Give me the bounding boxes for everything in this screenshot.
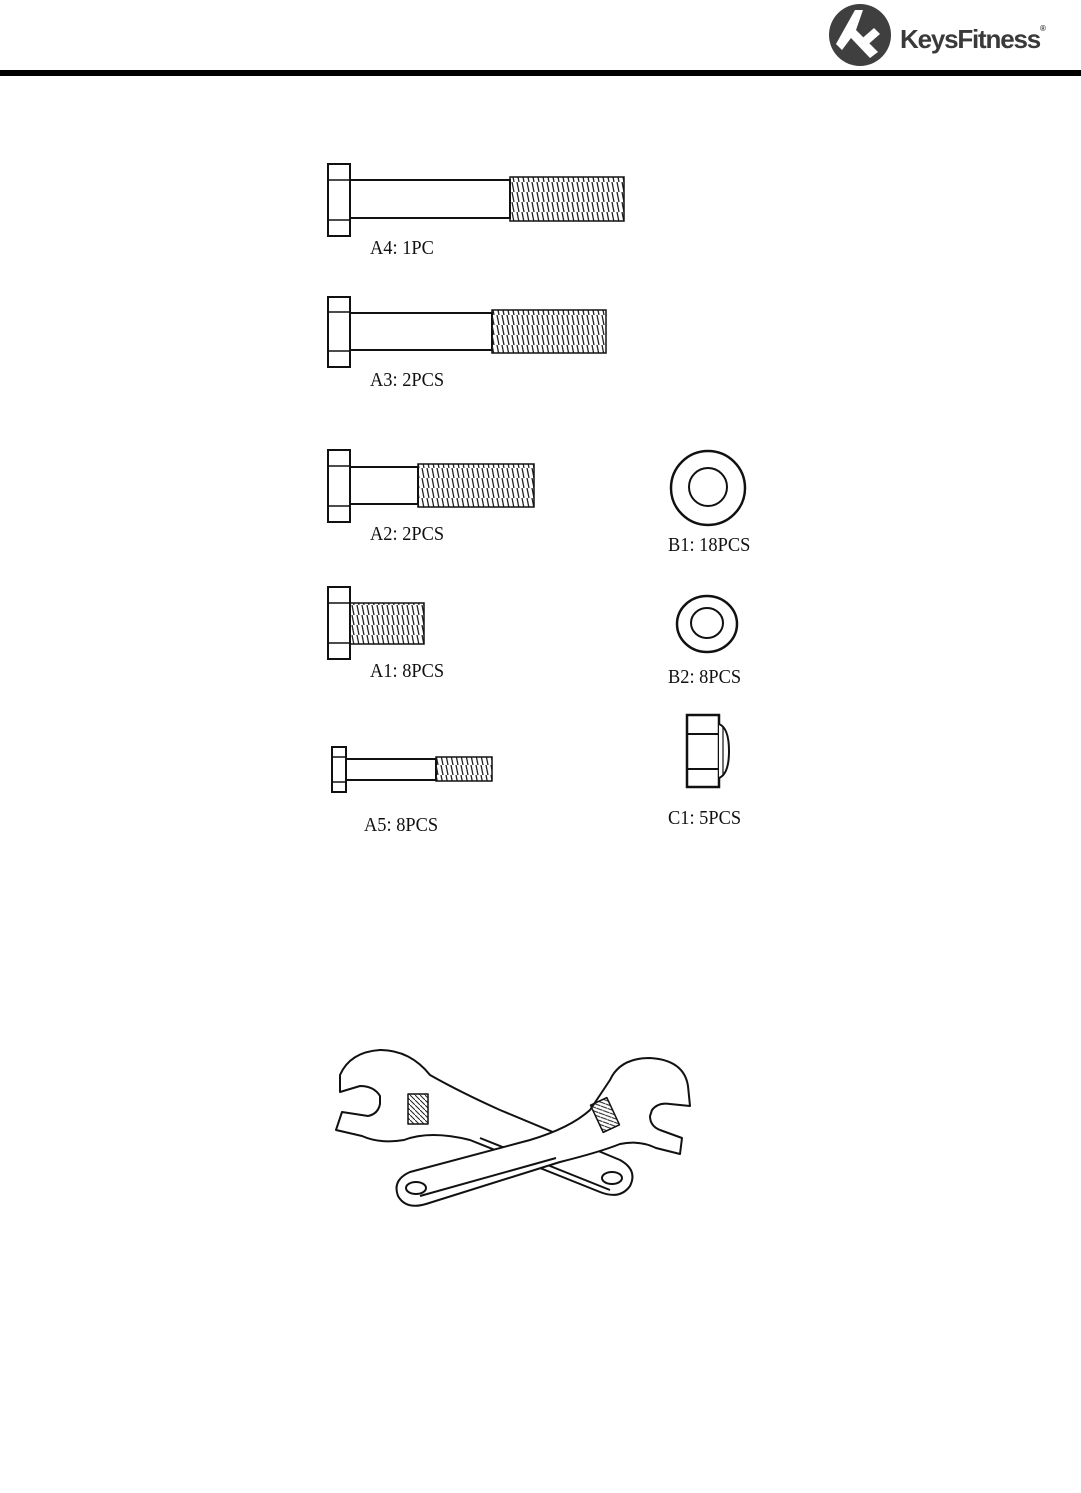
bolt-a1-icon (326, 585, 430, 661)
header-rule (0, 70, 1081, 76)
bolt-a2-icon (326, 448, 540, 524)
bolt-a4-icon (326, 162, 630, 238)
washer-b2-icon (674, 594, 740, 654)
part-label-a4: A4: 1PC (370, 237, 434, 259)
part-label-a3: A3: 2PCS (370, 369, 445, 391)
part-label-b2: B2: 8PCS (668, 666, 742, 688)
part-label-c1: C1: 5PCS (668, 807, 742, 829)
part-label-b1: B1: 18PCS (668, 534, 751, 556)
nut-c1-icon (684, 712, 732, 792)
part-label-a1: A1: 8PCS (370, 660, 445, 682)
adjustable-wrench-icon (320, 1040, 700, 1212)
part-label-a2: A2: 2PCS (370, 523, 445, 545)
washer-b1-icon (666, 448, 750, 528)
keys-fitness-logo (828, 2, 1080, 68)
keys-fitness-logo-mark-icon (828, 2, 892, 68)
brand-name: KeysFitness® (900, 24, 1046, 54)
bolt-a5-icon (330, 745, 498, 795)
part-label-a5: A5: 8PCS (364, 814, 439, 836)
bolt-a3-icon (326, 295, 612, 369)
